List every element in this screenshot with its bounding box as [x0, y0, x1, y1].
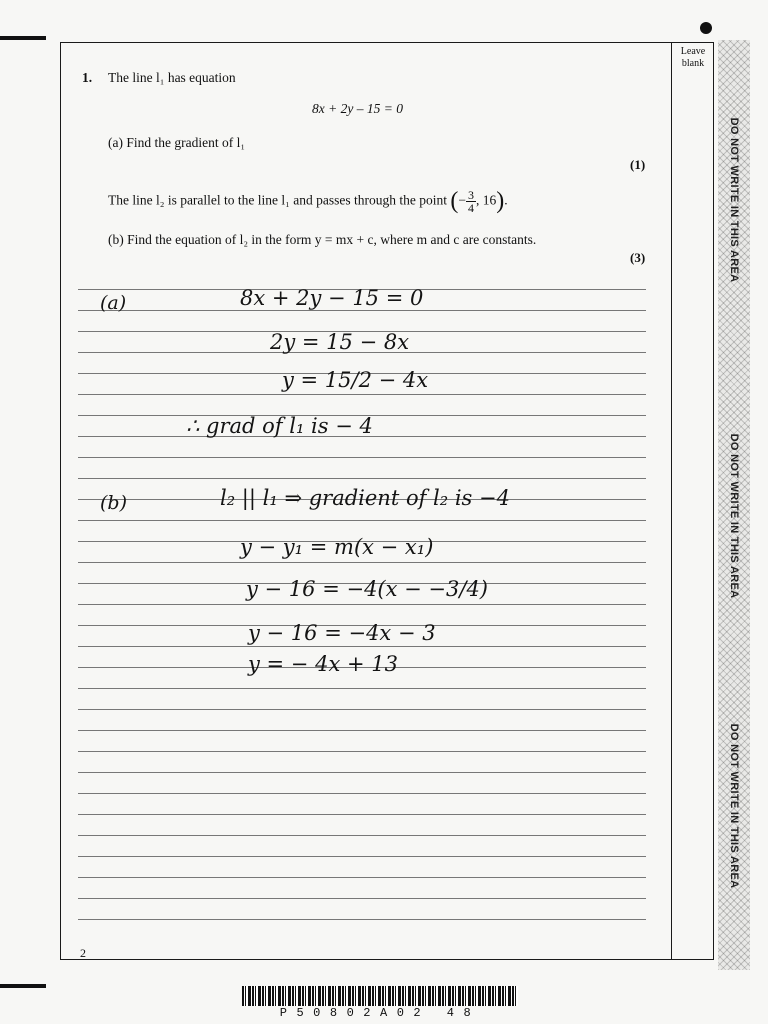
- ruled-line: [78, 646, 646, 647]
- leave-blank-label: Leave blank: [680, 46, 706, 69]
- point-denominator: 4: [467, 201, 474, 215]
- ruled-line: [78, 604, 646, 605]
- part-a-marks: (1): [630, 157, 646, 172]
- point-numerator: 3: [467, 188, 474, 202]
- point-fraction: [466, 189, 476, 214]
- answer-b-label: (b): [100, 492, 127, 514]
- ruled-line: [78, 457, 646, 458]
- answer-a-conclusion: ∴ grad of l₁ is − 4: [186, 414, 373, 438]
- answer-b-line3: y − 16 = −4(x − −3/4): [246, 577, 489, 601]
- ruled-line: [78, 877, 646, 878]
- point-neg: −: [458, 192, 466, 208]
- answer-b-line1: l₂ || l₁ ⇒ gradient of l₂ is −4: [220, 486, 510, 510]
- part-b-marks: (3): [630, 250, 646, 265]
- do-not-write-label-3: DO NOT WRITE IN THIS AREA: [728, 723, 740, 889]
- answer-a-line1: 8x + 2y − 15 = 0: [240, 286, 424, 310]
- ruled-line: [78, 709, 646, 710]
- ruled-line: [78, 688, 646, 689]
- ruled-line: [78, 520, 646, 521]
- answer-b-line2: y − y₁ = m(x − x₁): [240, 535, 434, 559]
- ruled-line: [78, 394, 646, 395]
- answer-a-line3: y = 15/2 − 4x: [282, 368, 429, 392]
- ruled-line: [78, 835, 646, 836]
- part-a-prompt: (a) Find the gradient of l₁: [108, 135, 246, 150]
- ruled-line: [78, 856, 646, 857]
- do-not-write-label-1: DO NOT WRITE IN THIS AREA: [728, 117, 740, 283]
- ruled-line: [78, 814, 646, 815]
- margin-tick-top: [0, 36, 46, 40]
- ruled-line: [78, 751, 646, 752]
- part-b-prompt: (b) Find the equation of l₂ in the form y = mx + c, where m and c are constants.: [108, 232, 537, 247]
- paren-close: ): [496, 188, 505, 214]
- ruled-line: [78, 898, 646, 899]
- parallel-prefix: The line l₂ is parallel to the line l₁ and passes through the point: [108, 192, 447, 208]
- paren-open: (: [450, 188, 459, 214]
- ruled-line: [78, 562, 646, 563]
- leave-blank-column: [672, 42, 714, 960]
- punch-dot: [700, 22, 712, 34]
- answer-a-line2: 2y = 15 − 8x: [270, 330, 410, 354]
- page-number: 2: [80, 946, 86, 960]
- ruled-line: [78, 478, 646, 479]
- question-intro: The line l₁ has equation: [108, 70, 236, 85]
- answer-b-line5: y = − 4x + 13: [248, 652, 398, 676]
- answer-b-line4: y − 16 = −4x − 3: [248, 621, 436, 645]
- question-number: 1.: [82, 70, 93, 85]
- answer-a-label: (a): [100, 292, 127, 314]
- ruled-line: [78, 310, 646, 311]
- ruled-line: [78, 793, 646, 794]
- ruled-line: [78, 919, 646, 920]
- point-rest: , 16: [475, 192, 497, 208]
- barcode: [242, 986, 518, 1006]
- do-not-write-label-2: DO NOT WRITE IN THIS AREA: [728, 433, 740, 599]
- ruled-line: [78, 730, 646, 731]
- margin-tick-bottom: [0, 984, 46, 988]
- barcode-text: P50802A02 48: [279, 1006, 481, 1020]
- parallel-statement: The line l₂ is parallel to the line l₁ and passes through the point (− $\frac{3}{4}$, 16).: [108, 188, 508, 215]
- question-equation: 8x + 2y – 15 = 0: [312, 101, 403, 116]
- ruled-line: [78, 772, 646, 773]
